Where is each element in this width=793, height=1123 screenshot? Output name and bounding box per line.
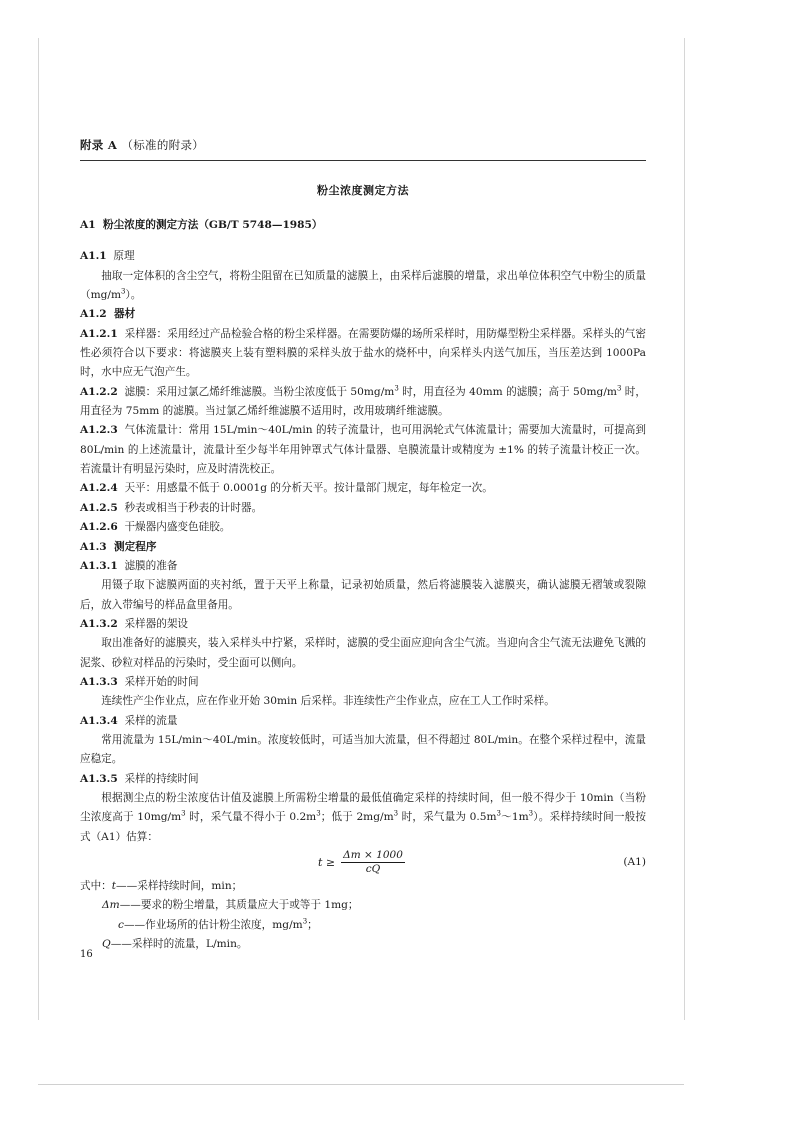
section-a133-heading: A1.3.3 采样开始的时间 <box>80 675 199 688</box>
where-q: Q——采样时的流量，L/min。 <box>102 938 248 951</box>
section-a12-heading <box>80 305 646 324</box>
section-a132-heading: A1.3.2 采样器的架设 <box>80 617 189 630</box>
formula-expression <box>318 849 405 876</box>
page-bottom-border <box>38 1084 684 1085</box>
appendix-heading <box>80 137 204 153</box>
section-a11-heading <box>80 247 646 266</box>
section-a13-heading: A1.3 测定程序 <box>80 540 157 553</box>
formula-fraction <box>341 849 405 876</box>
document-body <box>80 216 646 954</box>
section-a132-paragraph: 取出准备好的滤膜夹，装入采样头中拧紧，采样时，滤膜的受尘面应迎向含尘气流。当迎向含尘气流无法避免飞溅的泥浆、砂粒对样品的污染时，受尘面可以侧向。 <box>80 637 646 669</box>
section-a135-heading: A1.3.5 采样的持续时间 <box>80 772 199 785</box>
section-a11-paragraph: 抽取一定体积的含尘空气，将粉尘阻留在已知质量的滤膜上，由采样后滤膜的增量，求出单位体积空气中粉尘的质量$(mg/m^3)$。 <box>80 269 646 302</box>
where-t: 式中：t——采样持续时间，min； <box>80 880 243 892</box>
section-number: A1 <box>80 219 96 231</box>
section-a131-heading: A1.3.1 滤膜的准备 <box>80 559 178 572</box>
section-a131-paragraph: 用镊子取下滤膜两面的夹衬纸，置于天平上称量，记录初始质量，然后将滤膜装入滤膜夹，确认滤膜无褶皱或裂隙后，放入带编号的样品盒里备用。 <box>80 579 646 611</box>
section-a125-paragraph: A1.2.5 秒表或相当于秒表的计时器。 <box>80 501 263 514</box>
section-number: A1.2 <box>80 308 107 321</box>
section-a135-paragraph: 根据测尘点的粉尘浓度估计值及滤膜上所需粉尘增量的最低值确定采样的持续时间，但一般不得少于 10min（当粉尘浓度高于 $10mg/m^3$ 时，采气量不得小于 $0.2m^3$；低于 $2mg/m^3$ 时，采气量为 $0.5m^3\sim 1m^3$）。采样持续时间一般按式（A1）估算： <box>80 791 646 843</box>
formula-lhs: t ≥ <box>318 855 336 869</box>
section-a1-heading <box>80 216 646 235</box>
section-a122-paragraph: A1.2.2 滤膜：采用过氯乙烯纤维滤膜。当粉尘浓度低于 $50mg/m^3$ 时，用直径为 40mm 的滤膜；高于 $50mg/m^3$ 时，用直径为 75mm 的滤膜。当过氯乙烯纤维滤膜不适用时，改用玻璃纤维滤膜。 <box>80 384 646 418</box>
section-a133-paragraph: 连续性产尘作业点，应在作业开始 30min 后采样。非连续性产尘作业点，应在工人工作时采样。 <box>101 695 555 708</box>
section-a124-paragraph: A1.2.4 天平：用感量不低于 0.0001g 的分析天平。按计量部门规定，每年检定一次。 <box>80 482 493 495</box>
section-number: A1.1 <box>80 250 107 263</box>
section-title: 器材 <box>114 308 136 321</box>
section-a126-paragraph: A1.2.6 干燥器内盛变色硅胶。 <box>80 521 231 534</box>
document-title: 粉尘浓度测定方法 <box>317 184 409 197</box>
formula-tag: (A1) <box>623 856 646 868</box>
where-c: c——作业场所的估计粉尘浓度，$mg/m^3$； <box>118 917 318 931</box>
header-rule <box>80 160 646 161</box>
section-title: 原理 <box>113 250 135 263</box>
formula-denominator: cQ <box>365 863 381 875</box>
section-a134-heading: A1.3.4 采样的流量 <box>80 714 178 727</box>
appendix-label: 附录 A <box>80 138 118 152</box>
page-left-border <box>38 38 39 1020</box>
section-title: 粉尘浓度的测定方法（GB/T 5748—1985） <box>102 219 323 231</box>
where-dm: Δm——要求的粉尘增量，其质量应大于或等于 1mg； <box>102 899 359 912</box>
formula-numerator: Δm × 1000 <box>343 849 403 861</box>
page-number: 16 <box>80 949 93 960</box>
formula-a1 <box>80 849 646 875</box>
section-a134-paragraph: 常用流量为 15L/min～40L/min。浓度较低时，可适当加大流量，但不得超过 80L/min。在整个采样过程中，流量应稳定。 <box>80 733 646 766</box>
appendix-note: （标准的附录） <box>121 138 205 152</box>
section-a121-paragraph: A1.2.1 采样器：采用经过产品检验合格的粉尘采样器。在需要防爆的场所采样时，用防爆型粉尘采样器。采样头的气密性必须符合以下要求：将滤膜夹上装有塑料膜的采样头放于盐水的烧杯中，向采样头内送气加压，当压差达到 1000Pa 时，水中应无气泡产生。 <box>80 327 646 379</box>
section-a123-paragraph: A1.2.3 气体流量计：常用 15L/min～40L/min 的转子流量计，也可用涡轮式气体流量计；需要加大流量时，可提高到 80L/min 的上述流量计，流量计至少每半年用钟罩式气体计量器、皂膜流量计或精度为 ±1% 的转子流量计校正一次。若流量计有明显污染时，应及时清洗校正。 <box>80 424 646 476</box>
page-right-border <box>684 38 685 1020</box>
